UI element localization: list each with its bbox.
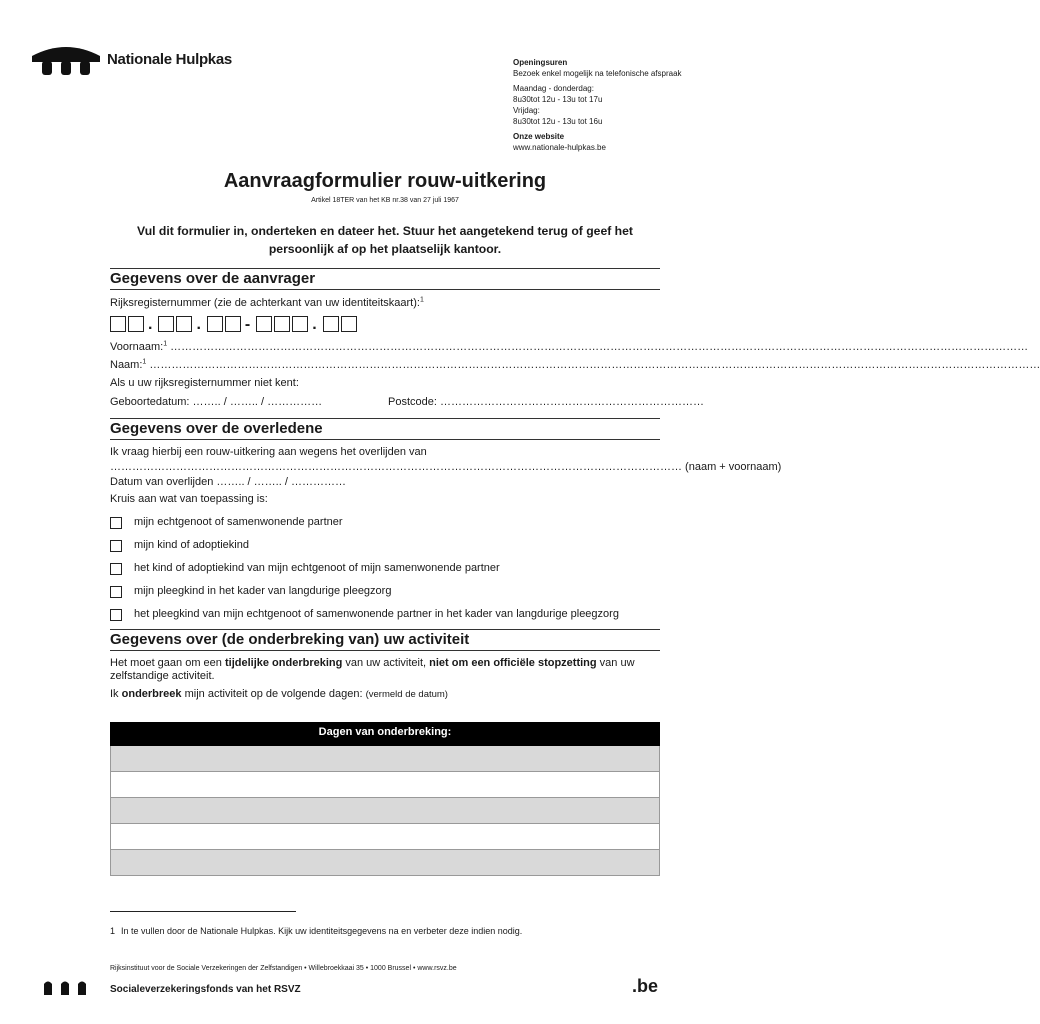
checkbox[interactable] [110, 609, 122, 621]
hours-time-1: 8u30tot 12u - 13u tot 17u [513, 95, 603, 104]
death-date-field[interactable]: Datum van overlijden …….. / …….. / …………… [110, 476, 346, 488]
fund-name: Socialeverzekeringsfonds van het RSVZ [110, 984, 301, 995]
website-link[interactable]: www.nationale-hulpkas.be [513, 143, 606, 152]
rr-label: Rijksregisternummer (zie de achterkant van uw identiteitskaart):$^1$ [110, 296, 424, 309]
organisation-line: Rijksinstituut voor de Sociale Verzekeringen der Zelfstandigen • Willebroekkaai 35 • 1000 Brussel • www.rsvz.be [110, 965, 457, 972]
interruption-days-table [110, 722, 660, 876]
activity-paragraph: Het moet gaan om een tijdelijke onderbreking van uw activiteit, niet om een officiële stopzetting van uw [110, 657, 635, 669]
relation-option[interactable]: mijn kind of adoptiekind [110, 539, 670, 552]
hours-title: Openingsuren [513, 58, 568, 67]
relation-option[interactable]: het pleegkind van mijn echtgenoot of samenwonende partner in het kader van langdurige pleegzorg [110, 608, 670, 621]
table-header: Dagen van onderbreking: [110, 722, 660, 746]
be-logo: .be [632, 976, 659, 996]
checkbox[interactable] [110, 540, 122, 552]
firstname-field[interactable]: Voornaam:$^1$ ……………………………………………………………………………………………………………………………………………………………………………………………………………… [110, 340, 1029, 353]
activity-paragraph-cont: zelfstandige activiteit. [110, 670, 215, 682]
contact-info [513, 57, 743, 153]
rr-number-boxes[interactable]: . . - . [110, 314, 359, 332]
footnote-divider [110, 911, 296, 912]
rsvz-pillars-icon [44, 979, 90, 995]
section-heading-activity: Gegevens over (de onderbreking van) uw activiteit [110, 629, 660, 651]
check-instruction: Kruis aan wat van toepassing is: [110, 493, 268, 505]
relation-option[interactable]: mijn echtgenoot of samenwonende partner [110, 516, 670, 529]
table-row[interactable] [110, 746, 660, 772]
checkbox[interactable] [110, 563, 122, 575]
lastname-field[interactable]: Naam:$^1$ ……………………………………………………………………………………………………………………………………………………………………………………………………………………… [110, 358, 1040, 371]
table-row[interactable] [110, 824, 660, 850]
interruption-days-label: Ik onderbreek mijn activiteit op de volgende dagen: (vermeld de datum) [110, 688, 448, 700]
form-subtitle: Artikel 18TER van het KB nr.38 van 27 juli 1967 [311, 197, 459, 204]
section-heading-deceased: Gegevens over de overledene [110, 418, 660, 440]
table-row[interactable] [110, 850, 660, 876]
relation-option[interactable]: mijn pleegkind in het kader van langdurige pleegzorg [110, 585, 670, 598]
relation-option[interactable]: het kind of adoptiekind van mijn echtgenoot of mijn samenwonende partner [110, 562, 670, 575]
rr-unknown-label: Als u uw rijksregisternummer niet kent: [110, 377, 299, 389]
postcode-field[interactable]: Postcode: ……………………………………………………………… [388, 396, 704, 408]
request-text: Ik vraag hierbij een rouw-uitkering aan wegens het overlijden van [110, 446, 427, 458]
birthdate-field[interactable]: Geboortedatum: …….. / …….. / …………… [110, 396, 323, 408]
nationale-hulpkas-logo [30, 42, 232, 78]
deceased-name-field[interactable]: ………………………………………………………………………………………………………………………………………… (naam + voornaam) [110, 461, 782, 473]
hours-days-1: Maandag - donderdag: [513, 84, 594, 93]
form-title: Aanvraagformulier rouw-uitkering [223, 170, 547, 192]
table-row[interactable] [110, 798, 660, 824]
hours-days-2: Vrijdag: [513, 106, 540, 115]
arch-logo-icon [30, 42, 102, 78]
footnote: 1 In te vullen door de Nationale Hulpkas. Kijk uw identiteitsgegevens na en verbeter deze indien nodig. [110, 926, 523, 936]
section-heading-applicant: Gegevens over de aanvrager [110, 268, 660, 290]
website-title: Onze website [513, 132, 565, 141]
table-row[interactable] [110, 772, 660, 798]
checkbox[interactable] [110, 517, 122, 529]
hours-time-2: 8u30tot 12u - 13u tot 16u [513, 117, 603, 126]
checkbox[interactable] [110, 586, 122, 598]
form-instruction: Vul dit formulier in, onderteken en dateer het. Stuur het aangetekend terug of geef het persoonlijk af op het plaatselijk kantoor. [137, 224, 633, 256]
brand-name: Nationale Hulpkas [107, 51, 232, 68]
hours-note: Bezoek enkel mogelijk na telefonische afspraak [513, 69, 682, 78]
